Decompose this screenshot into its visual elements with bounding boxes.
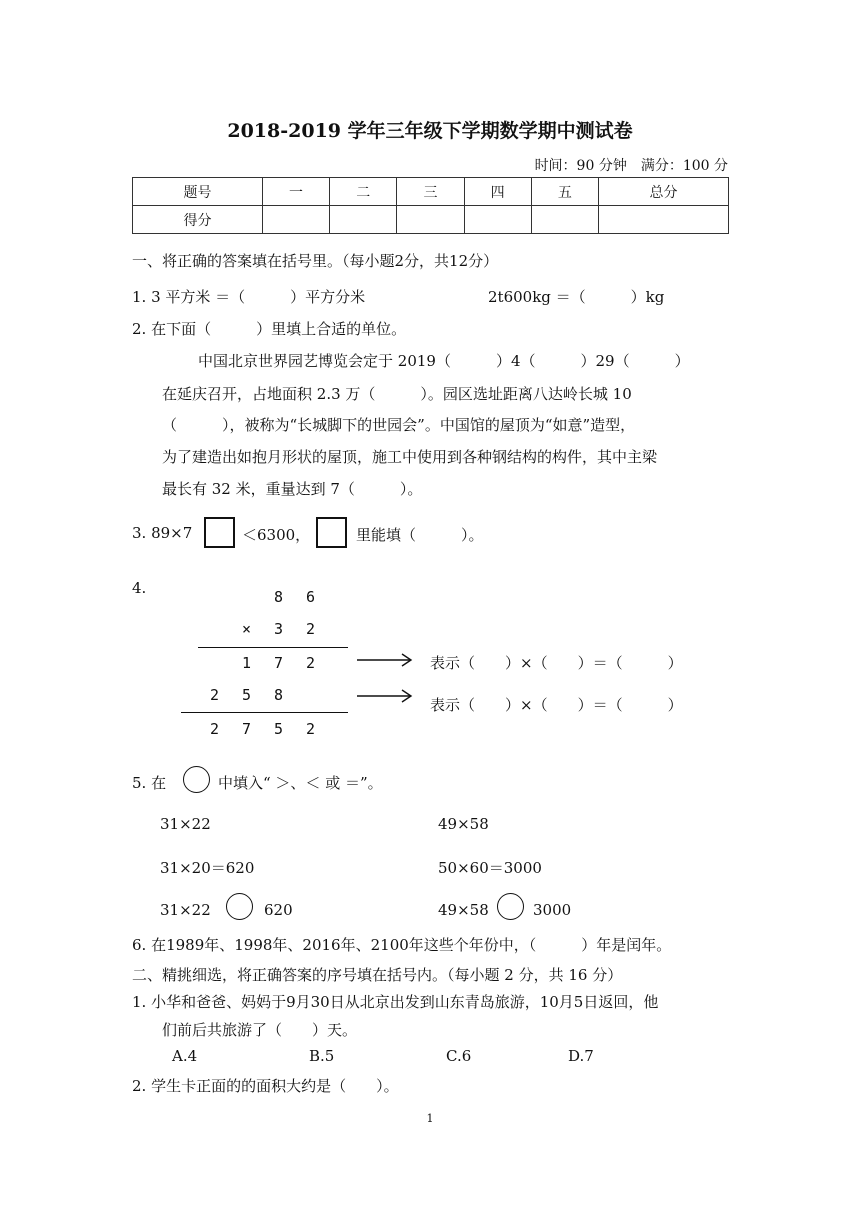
multiplication-digit: 2 (306, 720, 316, 738)
multiplication-rule (198, 647, 348, 648)
score-table-score-row (133, 206, 729, 234)
score-table-header-row (133, 178, 729, 206)
comparison-expression: 3000 (533, 901, 572, 919)
exam-time-score: 时间：90 分钟 满分：100 分 (534, 158, 728, 174)
question4-number: 4. (132, 579, 147, 597)
answer-box[interactable] (204, 517, 235, 548)
answer-box[interactable] (316, 517, 347, 548)
section2-question1-line: 1. 小华和爸爸、妈妈于9月30日从北京出发到山东青岛旅游，10月5日返回，他 (132, 993, 659, 1011)
multiplication-rule (181, 712, 348, 713)
question1-part-a: 1. 3 平方米 ＝（ ）平方分米 (132, 288, 366, 306)
score-input-cell[interactable] (262, 206, 329, 234)
question2-paragraph-line: 中国北京世界园艺博览会定于 2019（ ）4（ ）29（ ） (198, 352, 690, 370)
comparison-expression: 31×20＝620 (160, 859, 255, 877)
multiplication-digit: 3 (274, 620, 284, 638)
multiplication-digit: 7 (274, 654, 284, 672)
score-table (132, 177, 729, 234)
comparison-expression: 620 (264, 901, 293, 919)
multiplication-digit: 7 (242, 720, 252, 738)
comparison-expression: 49×58 (438, 901, 489, 919)
arrow-right-icon (356, 652, 416, 668)
circle-icon (183, 766, 210, 793)
comparison-expression: 50×60＝3000 (438, 859, 542, 877)
multiplication-digit: 2 (210, 686, 220, 704)
option-a[interactable]: A.4 (172, 1047, 198, 1065)
question5-text-a: 5. 在 (132, 774, 167, 792)
multiplication-digit: 1 (242, 654, 252, 672)
score-input-cell[interactable] (330, 206, 397, 234)
score-table-cell: 三 (397, 178, 464, 206)
multiplication-digit: 2 (306, 620, 316, 638)
score-input-cell[interactable] (464, 206, 531, 234)
multiplication-sign: × (242, 620, 252, 638)
multiplication-digit: 8 (274, 588, 284, 606)
multiplication-digit: 6 (306, 588, 316, 606)
score-table-cell: 得分 (133, 206, 263, 234)
section2-question2: 2. 学生卡正面的的面积大约是（ ）。 (132, 1077, 399, 1095)
score-table-cell: 一 (262, 178, 329, 206)
partial-product-expression: 表示（ ）×（ ）＝（ ） (430, 696, 683, 714)
question2-paragraph-line: （ ），被称为“长城脚下的世园会”。中国馆的屋顶为“如意”造型， (162, 416, 636, 434)
question2-paragraph-line: 在延庆召开，占地面积 2.3 万（ ）。园区选址距离八达岭长城 10 (162, 385, 632, 403)
multiplication-digit: 2 (306, 654, 316, 672)
section2-question1-line: 们前后共旅游了（ ）天。 (162, 1021, 358, 1039)
comparison-answer-circle[interactable] (497, 893, 524, 920)
comparison-expression: 31×22 (160, 901, 211, 919)
section2-heading: 二、精挑细选，将正确答案的序号填在括号内。（每小题 2 分，共 16 分） (132, 966, 623, 984)
question3-text-b: ＜6300， (242, 526, 311, 544)
question2-paragraph-line: 为了建造出如抱月形状的屋顶，施工中使用到各种钢结构的构件，其中主梁 (162, 448, 658, 466)
question2-intro: 2. 在下面（ ）里填上合适的单位。 (132, 320, 407, 338)
score-table-cell: 五 (531, 178, 598, 206)
question5-text-b: 中填入“ ＞、＜ 或 ＝”。 (218, 774, 383, 792)
comparison-expression: 49×58 (438, 815, 489, 833)
score-table-cell: 二 (330, 178, 397, 206)
comparison-answer-circle[interactable] (226, 893, 253, 920)
score-input-cell[interactable] (598, 206, 728, 234)
option-d[interactable]: D.7 (568, 1047, 594, 1065)
question2-paragraph-line: 最长有 32 米，重量达到 7（ ）。 (162, 480, 423, 498)
question3-text-c: 里能填（ ）。 (356, 526, 484, 544)
section1-heading: 一、将正确的答案填在括号里。（每小题2分，共12分） (132, 252, 499, 270)
score-table-cell: 题号 (133, 178, 263, 206)
option-b[interactable]: B.5 (309, 1047, 335, 1065)
multiplication-digit: 5 (274, 720, 284, 738)
arrow-right-icon (356, 688, 416, 704)
question6: 6. 在1989年、1998年、2016年、2100年这些个年份中，（ ）年是闰年。 (132, 936, 672, 954)
partial-product-expression: 表示（ ）×（ ）＝（ ） (430, 654, 683, 672)
score-table-cell: 四 (464, 178, 531, 206)
comparison-expression: 31×22 (160, 815, 211, 833)
exam-title: 2018-2019 学年三年级下学期数学期中测试卷 (227, 120, 633, 142)
multiplication-digit: 8 (274, 686, 284, 704)
page-number: 1 (426, 1112, 434, 1125)
option-c[interactable]: C.6 (446, 1047, 472, 1065)
score-input-cell[interactable] (531, 206, 598, 234)
question1-part-b: 2t600kg ＝（ ）kg (488, 288, 665, 306)
multiplication-digit: 2 (210, 720, 220, 738)
score-input-cell[interactable] (397, 206, 464, 234)
score-table-cell: 总分 (598, 178, 728, 206)
multiplication-digit: 5 (242, 686, 252, 704)
question3-text-a: 3. 89×7 (132, 524, 193, 542)
